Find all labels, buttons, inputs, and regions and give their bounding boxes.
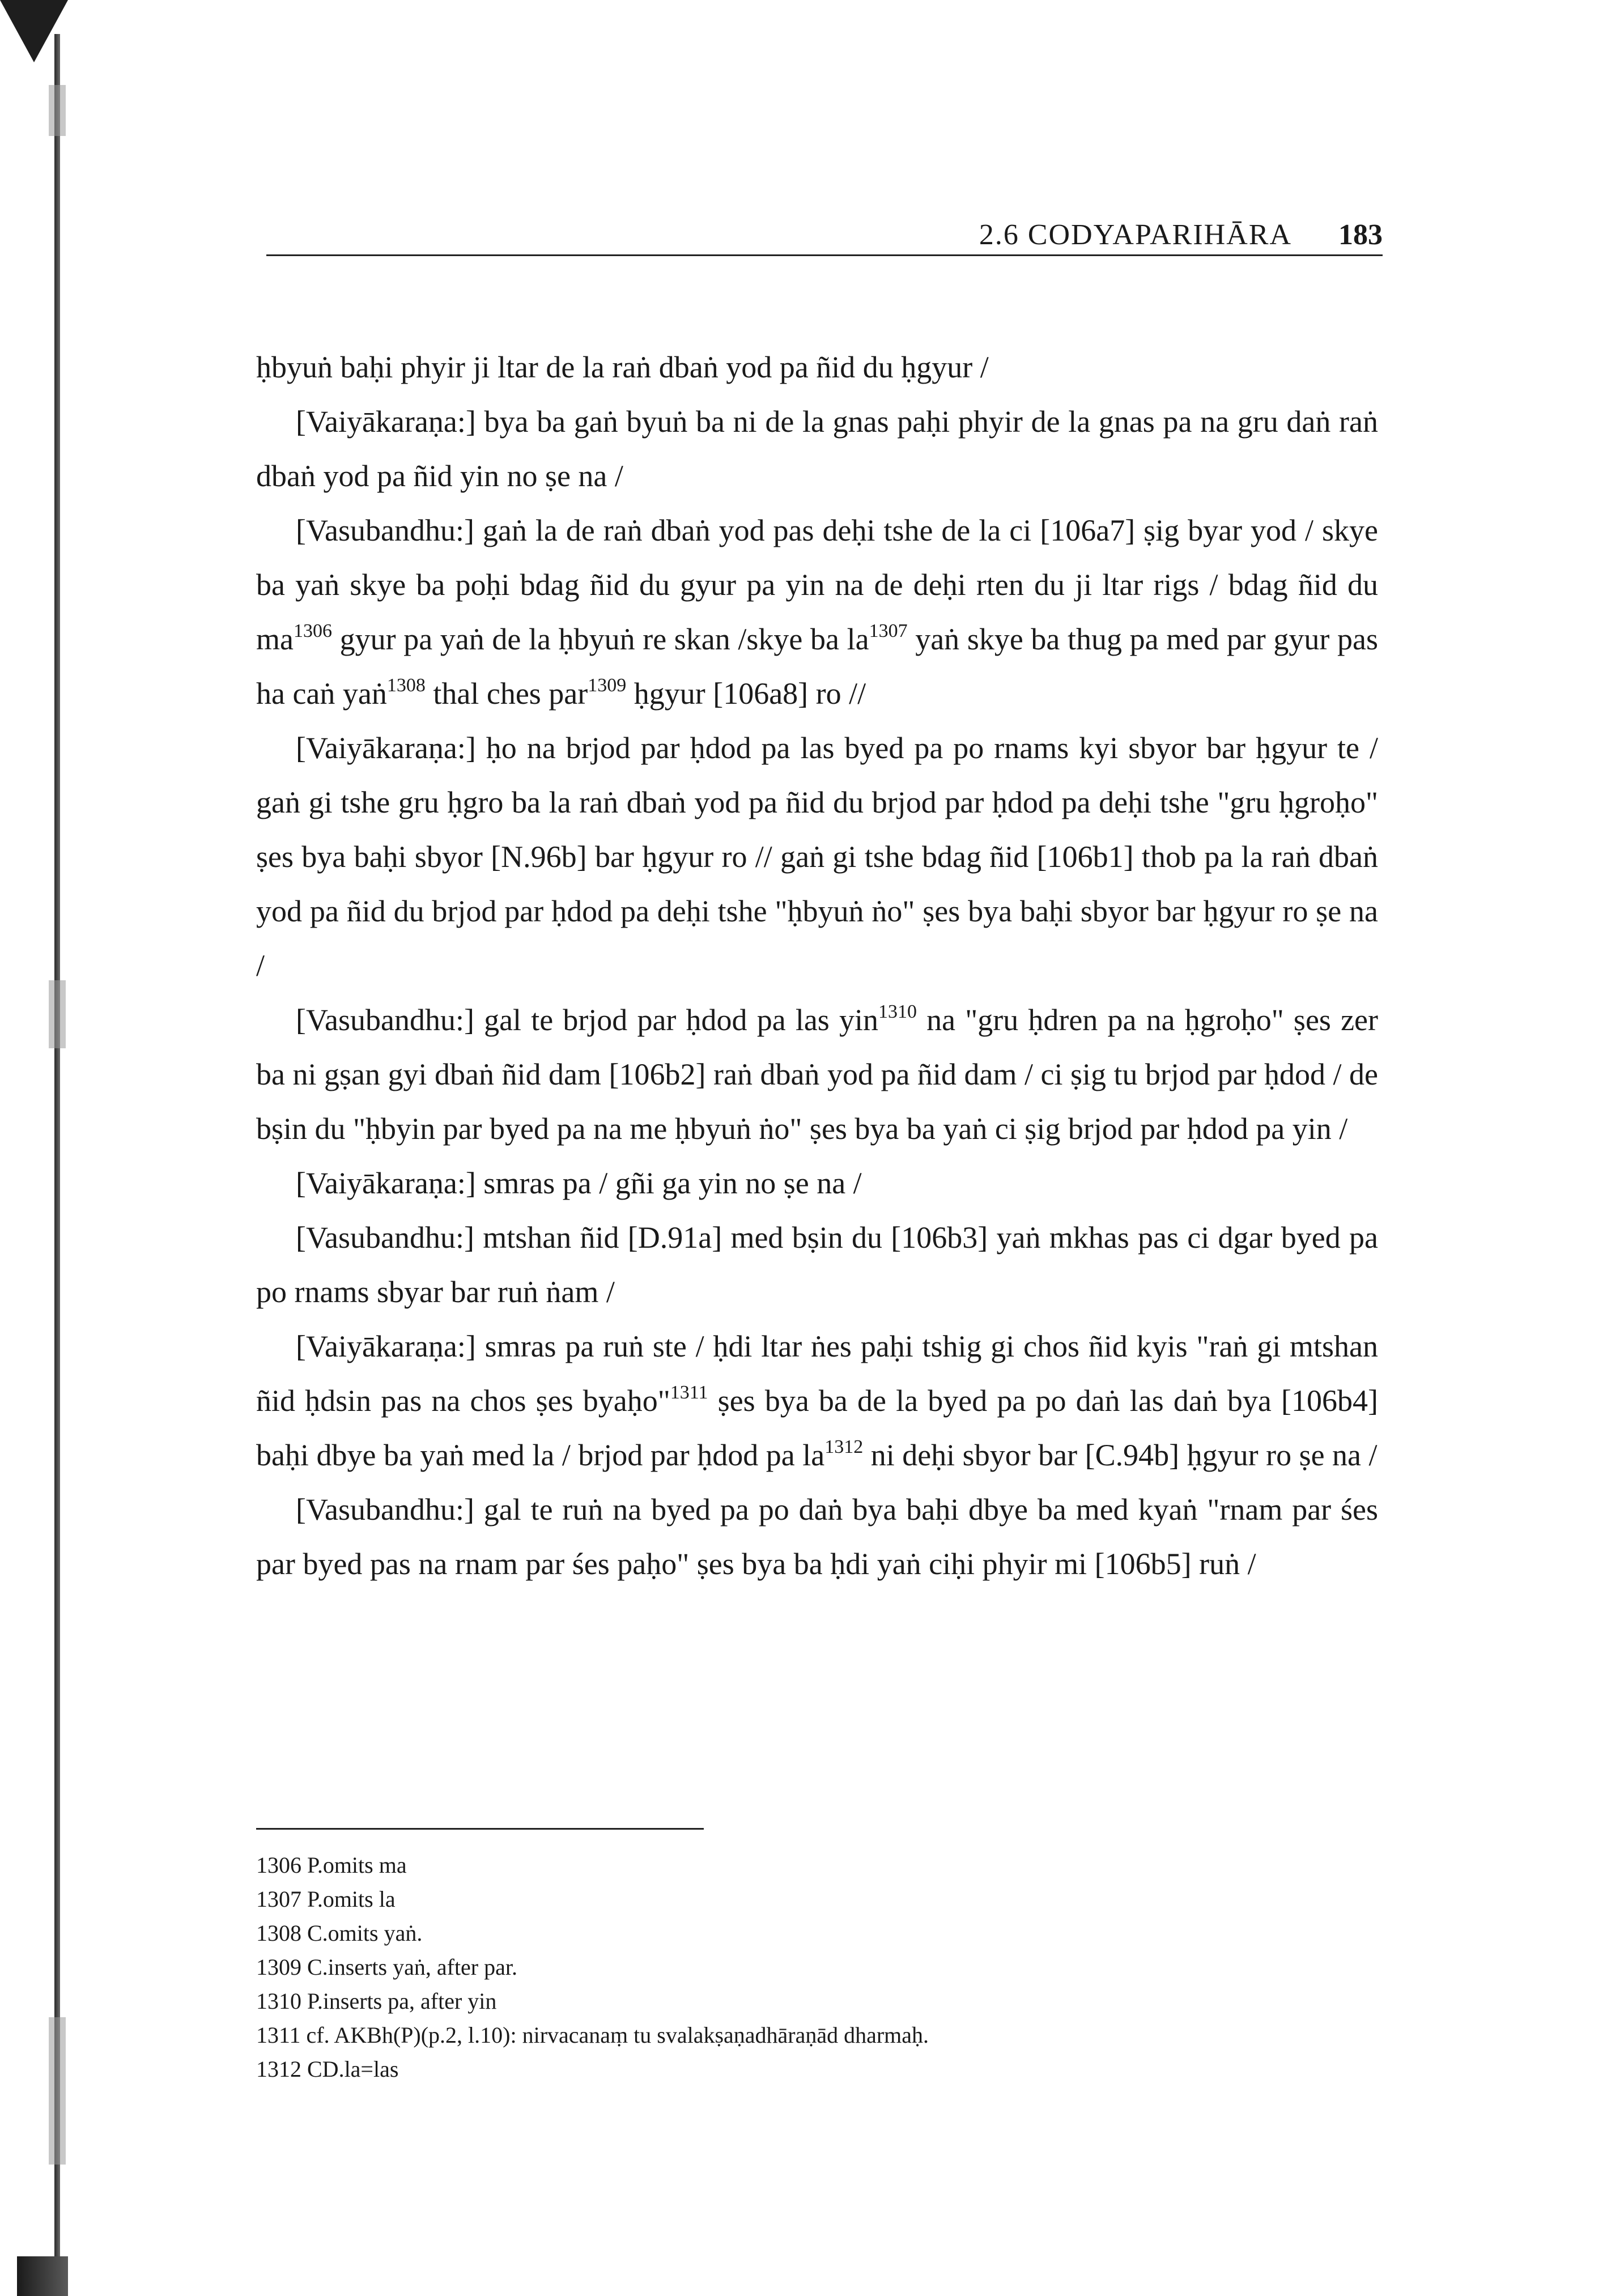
paragraph: [Vaiyākaraṇa:] bya ba gaṅ byuṅ ba ni de la gnas paḥi phyir de la gnas pa na gru daṅ raṅ dbaṅ yod pa ñid yin no ṣe na / xyxy=(256,405,1378,493)
paragraph: [Vasubandhu:] gaṅ la de raṅ dbaṅ yod pas deḥi tshe de la ci [106a7] ṣig byar yod / skye ba yaṅ skye ba poḥi bdag ñid du gyur pa yin na de deḥi rten du ji ltar rigs / bdag ñid du $ma^{1306}$ gyur pa yaṅ de la ḥbyuṅ re skan /skye ba $la^{1307}$ yaṅ skye ba thug pa med par gyur pas ha caṅ yaṅ$^{1308}$ thal ches par$^{1309}$ ḥgyur [106a8] ro // xyxy=(256,513,1379,711)
binding-speckle xyxy=(49,85,66,136)
running-header xyxy=(266,216,1383,256)
paragraph: [Vasubandhu:] mtshan ñid [D.91a] med bṣin du [106b3] yaṅ mkhas pas ci dgar byed pa po rnams sbyar bar ruṅ ṅam / xyxy=(256,1221,1378,1309)
binding-shadow xyxy=(0,0,79,2296)
footnote-ref: 1311 xyxy=(670,1382,708,1403)
section-title: 2.6 CODYAPARIHĀRA xyxy=(979,219,1292,251)
footnote-ref: 1312 xyxy=(824,1436,864,1457)
paragraph: [Vasubandhu:] gal te ruṅ na byed pa po daṅ bya baḥi dbye ba med kyaṅ "rnam par śes par byed pas na rnam par śes paḥo" ṣes bya ba ḥdi yaṅ ciḥi phyir mi [106b5] ruṅ / xyxy=(256,1493,1378,1581)
footnote: 1306 P.omits ma xyxy=(256,1852,407,1878)
footnote: 1310 P.inserts pa, after yin xyxy=(256,1988,497,2014)
footnote-ref: 1309 xyxy=(588,675,627,696)
page-number: 183 xyxy=(1338,219,1383,251)
paragraph: ḥbyuṅ baḥi phyir ji ltar de la raṅ dbaṅ yod pa ñid du ḥgyur / xyxy=(256,350,989,384)
footnote-rule xyxy=(256,1828,704,1830)
paragraph: [Vaiyākaraṇa:] ḥo na brjod par ḥdod pa las byed pa po rnams kyi sbyor bar ḥgyur te / gaṅ gi tshe gru ḥgro ba la raṅ dbaṅ yod pa ñid du brjod par ḥdod pa deḥi tshe "gru ḥgroḥo" ṣes bya baḥi sbyor [N.96b] bar ḥgyur ro // gaṅ gi tshe bdag ñid [106b1] thob pa la raṅ dbaṅ yod pa ñid du brjod par ḥdod pa deḥi tshe "ḥbyuṅ ṅo" ṣes bya baḥi sbyor bar ḥgyur ro ṣe na / xyxy=(256,731,1378,983)
footnotes xyxy=(256,1848,1333,2086)
footnote: 1312 CD.la=las xyxy=(256,2056,399,2082)
header-rule xyxy=(266,254,1383,256)
binding-speckle xyxy=(49,2017,66,2165)
paragraph: [Vasubandhu:] gal te brjod par ḥdod pa las yin$^{1310}$ na "gru ḥdren pa na ḥgroḥo" ṣes zer ba ni gṣan gyi dbaṅ ñid dam [106b2] raṅ dbaṅ yod pa ñid dam / ci ṣig tu brjod par ḥdod / de bṣin du "ḥbyin par byed pa na me ḥbyuṅ ṅo" ṣes bya ba yaṅ ci ṣig brjod par ḥdod pa yin / xyxy=(256,1001,1378,1146)
footnote-ref: 1307 xyxy=(869,620,908,641)
footnote: 1308 C.omits yaṅ. xyxy=(256,1920,423,1946)
footnote: 1311 cf. AKBh(P)(p.2, l.10): nirvacanaṃ tu svalakṣaṇadhāraṇād dharmaḥ. xyxy=(256,2022,929,2048)
footnote-ref: 1310 xyxy=(878,1001,917,1022)
binding-speckle xyxy=(49,980,66,1048)
paragraph: [Vaiyākaraṇa:] smras pa ruṅ ste / ḥdi ltar ṅes paḥi tshig gi chos ñid kyis "raṅ gi mtshan ñid ḥdsin pas na chos ṣes byaḥo"$^{1311}$ ṣes bya ba de la byed pa po daṅ las daṅ bya [106b4] baḥi dbye ba yaṅ med la / brjod par ḥdod pa $la^{1312}$ ni deḥi sbyor bar [C.94b] ḥgyur ro ṣe na / xyxy=(256,1329,1378,1472)
footnote-ref: 1308 xyxy=(386,675,426,696)
footnote-ref: 1306 xyxy=(293,620,332,641)
footnote: 1307 P.omits la xyxy=(256,1886,396,1912)
main-text xyxy=(256,340,1378,1591)
footnote: 1309 C.inserts yaṅ, after par. xyxy=(256,1954,517,1980)
binding-wedge-bottom xyxy=(17,2256,68,2296)
binding-spine xyxy=(54,34,60,2267)
paragraph: [Vaiyākaraṇa:] smras pa / gñi ga yin no ṣe na / xyxy=(296,1166,862,1200)
